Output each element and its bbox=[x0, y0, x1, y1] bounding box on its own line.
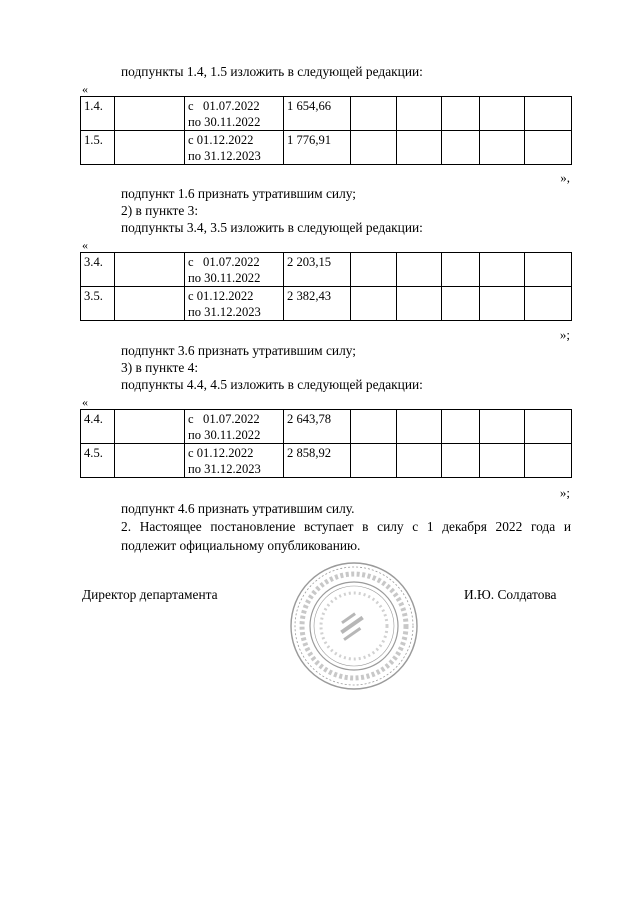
empty-cell bbox=[351, 444, 397, 478]
empty-cell bbox=[397, 444, 442, 478]
paragraph-4-6: подпункт 4.6 признать утратившим силу. bbox=[121, 501, 355, 516]
empty-cell bbox=[351, 287, 397, 321]
value-cell: 1 654,66 bbox=[284, 97, 351, 131]
row-number: 3.4. bbox=[81, 253, 115, 287]
table-row bbox=[81, 444, 572, 478]
period-cell bbox=[185, 444, 284, 478]
period-end: по 31.12.2023 bbox=[188, 305, 261, 319]
empty-cell bbox=[115, 444, 185, 478]
empty-cell bbox=[115, 131, 185, 165]
empty-cell bbox=[442, 410, 480, 444]
empty-cell bbox=[525, 410, 572, 444]
empty-cell bbox=[442, 97, 480, 131]
row-number: 4.5. bbox=[81, 444, 115, 478]
period-cell bbox=[185, 253, 284, 287]
period-end: по 30.11.2022 bbox=[188, 115, 261, 129]
row-number: 3.5. bbox=[81, 287, 115, 321]
intro-paragraph-4: подпункты 4.4, 4.5 изложить в следующей редакции: bbox=[121, 377, 423, 392]
row-number: 1.4. bbox=[81, 97, 115, 131]
close-quote: », bbox=[560, 170, 570, 185]
table-row bbox=[81, 97, 572, 131]
period-cell bbox=[185, 131, 284, 165]
empty-cell bbox=[397, 131, 442, 165]
empty-cell bbox=[115, 287, 185, 321]
empty-cell bbox=[480, 287, 525, 321]
empty-cell bbox=[351, 131, 397, 165]
empty-cell bbox=[397, 410, 442, 444]
period-end: по 31.12.2023 bbox=[188, 462, 261, 476]
table-row bbox=[81, 287, 572, 321]
empty-cell bbox=[442, 253, 480, 287]
period-start: с 01.07.2022 bbox=[188, 255, 260, 269]
seal-stamp-icon bbox=[288, 560, 420, 692]
period-start: с 01.12.2022 bbox=[188, 133, 254, 147]
empty-cell bbox=[480, 410, 525, 444]
empty-cell bbox=[480, 444, 525, 478]
table-row bbox=[81, 253, 572, 287]
value-cell: 2 858,92 bbox=[284, 444, 351, 478]
open-quote: « bbox=[82, 82, 88, 96]
empty-cell bbox=[480, 97, 525, 131]
row-number: 1.5. bbox=[81, 131, 115, 165]
empty-cell bbox=[115, 253, 185, 287]
signature-name: И.Ю. Солдатова bbox=[464, 587, 557, 602]
value-cell: 2 203,15 bbox=[284, 253, 351, 287]
period-end: по 30.11.2022 bbox=[188, 428, 261, 442]
close-quote: »; bbox=[559, 327, 570, 342]
value-cell: 2 382,43 bbox=[284, 287, 351, 321]
paragraph-item-2: 2) в пункте 3: bbox=[121, 203, 199, 218]
paragraph-3-6: подпункт 3.6 признать утратившим силу; bbox=[121, 343, 356, 358]
empty-cell bbox=[525, 287, 572, 321]
period-start: с 01.07.2022 bbox=[188, 99, 260, 113]
close-quote: »; bbox=[559, 485, 570, 500]
table-row bbox=[81, 410, 572, 444]
period-end: по 31.12.2023 bbox=[188, 149, 261, 163]
empty-cell bbox=[397, 287, 442, 321]
empty-cell bbox=[351, 97, 397, 131]
final-paragraph bbox=[82, 517, 571, 555]
signature-position: Директор департамента bbox=[82, 587, 218, 602]
period-start: с 01.12.2022 bbox=[188, 446, 254, 460]
empty-cell bbox=[480, 253, 525, 287]
empty-cell bbox=[115, 97, 185, 131]
empty-cell bbox=[525, 444, 572, 478]
period-cell bbox=[185, 410, 284, 444]
intro-paragraph-3: подпункты 3.4, 3.5 изложить в следующей редакции: bbox=[121, 220, 423, 235]
tariff-table-3 bbox=[80, 252, 572, 321]
tariff-table-4 bbox=[80, 409, 572, 478]
empty-cell bbox=[525, 97, 572, 131]
row-number: 4.4. bbox=[81, 410, 115, 444]
value-cell: 1 776,91 bbox=[284, 131, 351, 165]
table-row bbox=[81, 131, 572, 165]
empty-cell bbox=[442, 287, 480, 321]
period-cell bbox=[185, 287, 284, 321]
period-start: с 01.07.2022 bbox=[188, 412, 260, 426]
empty-cell bbox=[525, 131, 572, 165]
paragraph-item-3: 3) в пункте 4: bbox=[121, 360, 199, 375]
empty-cell bbox=[115, 410, 185, 444]
period-cell bbox=[185, 97, 284, 131]
value-cell: 2 643,78 bbox=[284, 410, 351, 444]
tariff-table-1 bbox=[80, 96, 572, 165]
empty-cell bbox=[351, 410, 397, 444]
empty-cell bbox=[480, 131, 525, 165]
empty-cell bbox=[442, 131, 480, 165]
period-end: по 30.11.2022 bbox=[188, 271, 261, 285]
empty-cell bbox=[351, 253, 397, 287]
empty-cell bbox=[525, 253, 572, 287]
final-paragraph-text: 2. Настоящее постановление вступает в силу с 1 декабря 2022 года и подлежит официальному опубликованию. bbox=[121, 519, 571, 553]
open-quote: « bbox=[82, 395, 88, 409]
intro-paragraph-1: подпункты 1.4, 1.5 изложить в следующей редакции: bbox=[121, 64, 423, 79]
empty-cell bbox=[442, 444, 480, 478]
empty-cell bbox=[397, 253, 442, 287]
empty-cell bbox=[397, 97, 442, 131]
paragraph-1-6: подпункт 1.6 признать утратившим силу; bbox=[121, 186, 356, 201]
open-quote: « bbox=[82, 238, 88, 252]
period-start: с 01.12.2022 bbox=[188, 289, 254, 303]
